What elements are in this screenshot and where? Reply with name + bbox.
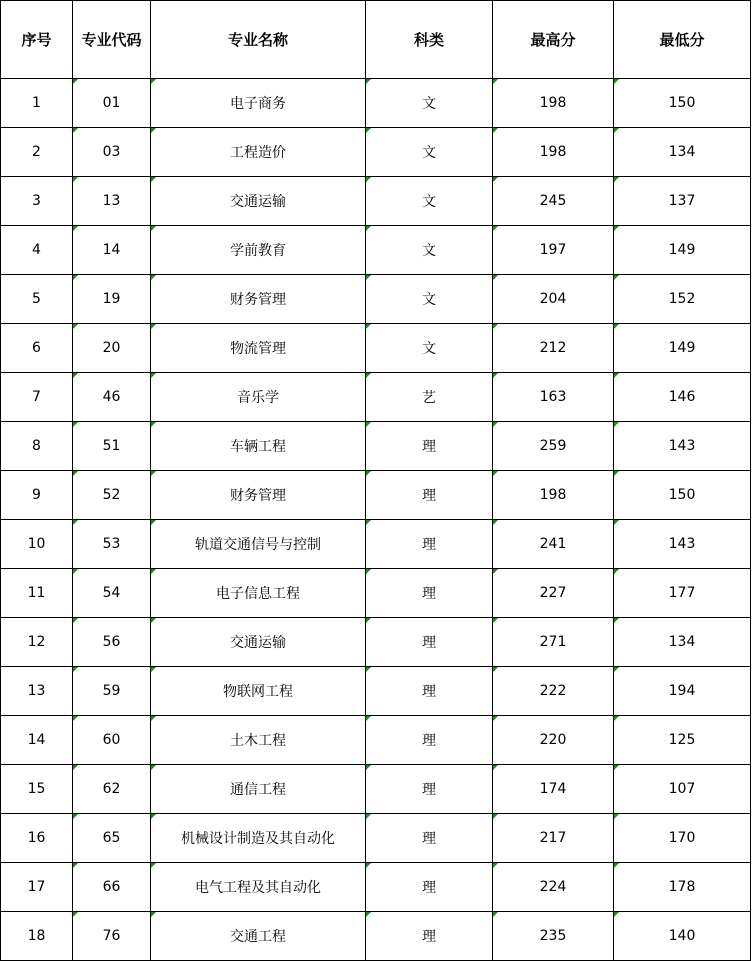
min-score-cell: 177 bbox=[614, 569, 751, 618]
category-cell: 艺 bbox=[366, 373, 493, 422]
major-name-cell: 学前教育 bbox=[151, 226, 366, 275]
major-name-cell: 财务管理 bbox=[151, 275, 366, 324]
category-cell: 理 bbox=[366, 765, 493, 814]
major-code-cell: 56 bbox=[73, 618, 151, 667]
table-row bbox=[1, 422, 751, 471]
row-number-cell: 18 bbox=[1, 912, 73, 961]
min-score-cell: 137 bbox=[614, 177, 751, 226]
major-name-cell: 机械设计制造及其自动化 bbox=[151, 814, 366, 863]
max-score-cell: 227 bbox=[493, 569, 614, 618]
category-cell: 文 bbox=[366, 275, 493, 324]
max-score-cell: 198 bbox=[493, 471, 614, 520]
major-code-cell: 66 bbox=[73, 863, 151, 912]
max-score-cell: 197 bbox=[493, 226, 614, 275]
major-name-cell: 物联网工程 bbox=[151, 667, 366, 716]
table-row bbox=[1, 226, 751, 275]
category-cell: 文 bbox=[366, 177, 493, 226]
major-name-cell: 车辆工程 bbox=[151, 422, 366, 471]
min-score-cell: 178 bbox=[614, 863, 751, 912]
major-name-cell: 通信工程 bbox=[151, 765, 366, 814]
major-code-cell: 54 bbox=[73, 569, 151, 618]
row-number-cell: 15 bbox=[1, 765, 73, 814]
row-number-cell: 3 bbox=[1, 177, 73, 226]
row-number-cell: 9 bbox=[1, 471, 73, 520]
max-score-cell: 259 bbox=[493, 422, 614, 471]
header-cell: 最低分 bbox=[614, 1, 751, 79]
max-score-cell: 241 bbox=[493, 520, 614, 569]
category-cell: 理 bbox=[366, 471, 493, 520]
max-score-cell: 198 bbox=[493, 128, 614, 177]
max-score-cell: 224 bbox=[493, 863, 614, 912]
min-score-cell: 149 bbox=[614, 324, 751, 373]
category-cell: 文 bbox=[366, 324, 493, 373]
max-score-cell: 217 bbox=[493, 814, 614, 863]
table-row bbox=[1, 275, 751, 324]
min-score-cell: 152 bbox=[614, 275, 751, 324]
major-code-cell: 76 bbox=[73, 912, 151, 961]
max-score-cell: 204 bbox=[493, 275, 614, 324]
header-row bbox=[1, 1, 751, 79]
category-cell: 理 bbox=[366, 912, 493, 961]
major-name-cell: 轨道交通信号与控制 bbox=[151, 520, 366, 569]
category-cell: 理 bbox=[366, 716, 493, 765]
major-name-cell: 电子商务 bbox=[151, 79, 366, 128]
table-row bbox=[1, 471, 751, 520]
min-score-cell: 107 bbox=[614, 765, 751, 814]
major-code-cell: 13 bbox=[73, 177, 151, 226]
table-row bbox=[1, 618, 751, 667]
major-name-cell: 电子信息工程 bbox=[151, 569, 366, 618]
max-score-cell: 174 bbox=[493, 765, 614, 814]
major-name-cell: 交通运输 bbox=[151, 177, 366, 226]
table-row bbox=[1, 128, 751, 177]
major-name-cell: 电气工程及其自动化 bbox=[151, 863, 366, 912]
row-number-cell: 16 bbox=[1, 814, 73, 863]
header-cell: 专业代码 bbox=[73, 1, 151, 79]
header-cell: 科类 bbox=[366, 1, 493, 79]
row-number-cell: 10 bbox=[1, 520, 73, 569]
major-code-cell: 52 bbox=[73, 471, 151, 520]
major-code-cell: 51 bbox=[73, 422, 151, 471]
max-score-cell: 163 bbox=[493, 373, 614, 422]
table-row bbox=[1, 177, 751, 226]
table-row bbox=[1, 324, 751, 373]
major-name-cell: 物流管理 bbox=[151, 324, 366, 373]
table-row bbox=[1, 814, 751, 863]
major-code-cell: 19 bbox=[73, 275, 151, 324]
major-name-cell: 财务管理 bbox=[151, 471, 366, 520]
min-score-cell: 143 bbox=[614, 520, 751, 569]
major-name-cell: 工程造价 bbox=[151, 128, 366, 177]
table-row bbox=[1, 569, 751, 618]
major-code-cell: 59 bbox=[73, 667, 151, 716]
row-number-cell: 7 bbox=[1, 373, 73, 422]
row-number-cell: 11 bbox=[1, 569, 73, 618]
min-score-cell: 134 bbox=[614, 618, 751, 667]
table-body bbox=[1, 79, 751, 961]
row-number-cell: 17 bbox=[1, 863, 73, 912]
category-cell: 理 bbox=[366, 863, 493, 912]
max-score-cell: 212 bbox=[493, 324, 614, 373]
row-number-cell: 8 bbox=[1, 422, 73, 471]
table-row bbox=[1, 912, 751, 961]
min-score-cell: 170 bbox=[614, 814, 751, 863]
table-row bbox=[1, 863, 751, 912]
row-number-cell: 14 bbox=[1, 716, 73, 765]
category-cell: 文 bbox=[366, 79, 493, 128]
major-code-cell: 46 bbox=[73, 373, 151, 422]
table-row bbox=[1, 520, 751, 569]
row-number-cell: 6 bbox=[1, 324, 73, 373]
max-score-cell: 271 bbox=[493, 618, 614, 667]
category-cell: 理 bbox=[366, 814, 493, 863]
category-cell: 理 bbox=[366, 569, 493, 618]
row-number-cell: 2 bbox=[1, 128, 73, 177]
min-score-cell: 150 bbox=[614, 471, 751, 520]
row-number-cell: 4 bbox=[1, 226, 73, 275]
category-cell: 文 bbox=[366, 226, 493, 275]
row-number-cell: 5 bbox=[1, 275, 73, 324]
max-score-cell: 235 bbox=[493, 912, 614, 961]
header-cell: 序号 bbox=[1, 1, 73, 79]
category-cell: 理 bbox=[366, 618, 493, 667]
major-code-cell: 53 bbox=[73, 520, 151, 569]
table-row bbox=[1, 373, 751, 422]
major-code-cell: 01 bbox=[73, 79, 151, 128]
min-score-cell: 125 bbox=[614, 716, 751, 765]
min-score-cell: 146 bbox=[614, 373, 751, 422]
table-row bbox=[1, 667, 751, 716]
max-score-cell: 220 bbox=[493, 716, 614, 765]
table-row bbox=[1, 79, 751, 128]
row-number-cell: 12 bbox=[1, 618, 73, 667]
major-name-cell: 土木工程 bbox=[151, 716, 366, 765]
max-score-cell: 222 bbox=[493, 667, 614, 716]
table-row bbox=[1, 765, 751, 814]
header-cell: 最高分 bbox=[493, 1, 614, 79]
major-name-cell: 交通运输 bbox=[151, 618, 366, 667]
category-cell: 文 bbox=[366, 128, 493, 177]
major-code-cell: 62 bbox=[73, 765, 151, 814]
major-code-cell: 60 bbox=[73, 716, 151, 765]
min-score-cell: 134 bbox=[614, 128, 751, 177]
category-cell: 理 bbox=[366, 520, 493, 569]
min-score-cell: 149 bbox=[614, 226, 751, 275]
min-score-cell: 140 bbox=[614, 912, 751, 961]
major-code-cell: 65 bbox=[73, 814, 151, 863]
major-code-cell: 20 bbox=[73, 324, 151, 373]
min-score-cell: 194 bbox=[614, 667, 751, 716]
row-number-cell: 13 bbox=[1, 667, 73, 716]
major-code-cell: 03 bbox=[73, 128, 151, 177]
category-cell: 理 bbox=[366, 422, 493, 471]
min-score-cell: 143 bbox=[614, 422, 751, 471]
header-cell: 专业名称 bbox=[151, 1, 366, 79]
major-name-cell: 交通工程 bbox=[151, 912, 366, 961]
major-name-cell: 音乐学 bbox=[151, 373, 366, 422]
category-cell: 理 bbox=[366, 667, 493, 716]
table-row bbox=[1, 716, 751, 765]
max-score-cell: 245 bbox=[493, 177, 614, 226]
row-number-cell: 1 bbox=[1, 79, 73, 128]
major-code-cell: 14 bbox=[73, 226, 151, 275]
max-score-cell: 198 bbox=[493, 79, 614, 128]
min-score-cell: 150 bbox=[614, 79, 751, 128]
